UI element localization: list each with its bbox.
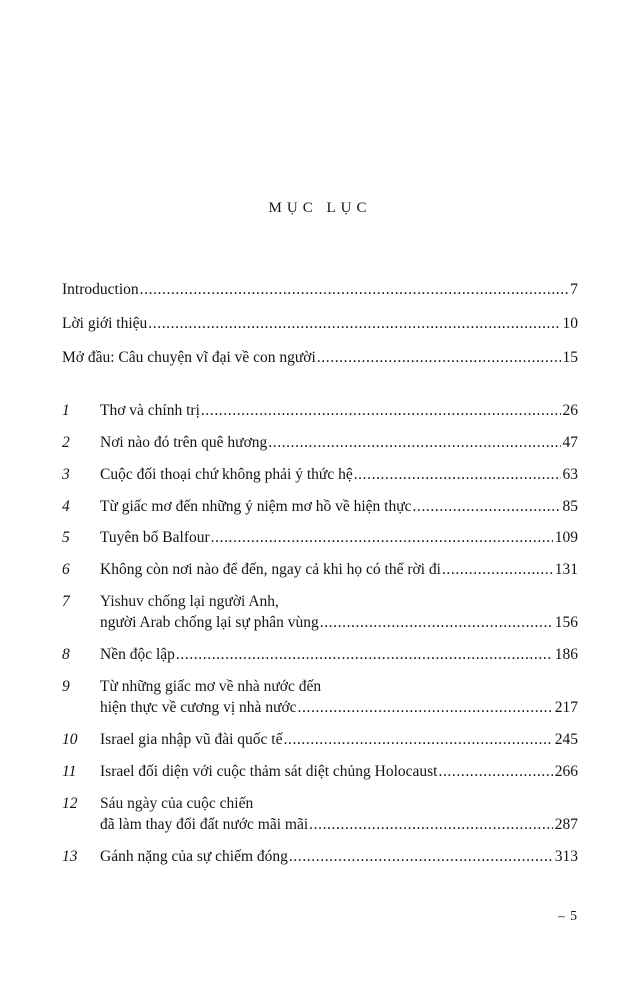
toc-entry-page: 15 xyxy=(562,348,578,366)
dot-leader xyxy=(284,730,553,751)
dot-leader xyxy=(354,465,561,486)
dot-leader xyxy=(201,401,561,422)
toc-entry-loi-gioi-thieu[interactable] xyxy=(62,314,578,335)
chapter-title: Từ những giấc mơ về nhà nước đến xyxy=(100,678,322,696)
toc-entry-label: Lời giới thiệu xyxy=(62,314,148,332)
chapter-title: Israel gia nhập vũ đài quốc tế xyxy=(100,730,283,748)
chapter-page: 26 xyxy=(562,401,578,419)
toc-chapter-4[interactable] xyxy=(62,497,578,518)
chapter-number: 12 xyxy=(62,794,78,812)
dot-leader xyxy=(298,698,553,719)
chapter-number: 5 xyxy=(62,529,70,547)
toc-entry-page: 7 xyxy=(570,281,578,298)
chapter-title: Nền độc lập xyxy=(100,646,175,664)
chapter-number: 8 xyxy=(62,646,70,664)
toc-chapter-11[interactable] xyxy=(62,762,578,783)
chapter-page: 47 xyxy=(562,433,578,451)
chapter-title: Từ giấc mơ đến những ý niệm mơ hồ về hiện thực xyxy=(100,497,412,515)
dot-leader xyxy=(268,433,560,454)
chapter-title: Sáu ngày của cuộc chiến xyxy=(100,794,254,812)
toc-entry-page: 10 xyxy=(562,314,578,332)
chapter-number: 6 xyxy=(62,561,70,579)
dot-leader xyxy=(211,528,553,549)
chapter-title: Tuyên bố Balfour xyxy=(100,529,210,547)
toc-chapter-7[interactable] xyxy=(62,592,578,634)
toc-chapter-12[interactable] xyxy=(62,794,578,836)
chapter-title: Thơ và chính trị xyxy=(100,401,200,419)
chapter-page: 109 xyxy=(554,529,578,547)
chapter-title-cont: đã làm thay đổi đất nước mãi mãi xyxy=(100,815,309,833)
dot-leader xyxy=(309,815,553,836)
dot-leader xyxy=(317,348,561,369)
chapter-number: 11 xyxy=(62,762,77,780)
dot-leader xyxy=(289,847,553,868)
front-matter-list xyxy=(62,280,578,369)
page-title: MỤC LỤC xyxy=(268,200,372,216)
chapter-page: 186 xyxy=(554,646,578,664)
chapter-title: Israel đối diện với cuộc thảm sát diệt chủng Holocaust xyxy=(100,762,438,780)
dot-leader xyxy=(442,560,553,581)
chapter-number: 3 xyxy=(62,465,70,483)
chapter-page: 156 xyxy=(554,614,578,632)
chapter-number: 10 xyxy=(62,730,78,748)
toc-chapter-5[interactable] xyxy=(62,528,578,549)
chapter-list xyxy=(62,401,578,868)
chapter-page: 85 xyxy=(562,497,578,515)
dot-leader xyxy=(320,613,553,634)
chapter-number: 1 xyxy=(62,401,70,419)
toc-chapter-13[interactable] xyxy=(62,847,578,868)
chapter-title: Nơi nào đó trên quê hương xyxy=(100,433,268,451)
page-folio: – 5 xyxy=(558,908,578,923)
chapter-title: Không còn nơi nào để đến, ngay cả khi họ có thể rời đi xyxy=(100,561,441,579)
dot-leader xyxy=(413,497,561,518)
toc-entry-introduction[interactable] xyxy=(62,280,578,301)
toc-chapter-9[interactable] xyxy=(62,677,578,719)
chapter-number: 13 xyxy=(62,847,78,865)
chapter-number: 2 xyxy=(62,433,70,451)
toc-chapter-3[interactable] xyxy=(62,465,578,486)
toc-chapter-2[interactable] xyxy=(62,433,578,454)
toc-entry-label: Introduction xyxy=(62,281,139,298)
toc-chapter-1[interactable] xyxy=(62,401,578,422)
chapter-number: 4 xyxy=(62,497,70,515)
toc-chapter-6[interactable] xyxy=(62,560,578,581)
chapter-page: 313 xyxy=(554,847,578,865)
dot-leader xyxy=(176,645,553,666)
chapter-title: Gánh nặng của sự chiếm đóng xyxy=(100,847,288,865)
chapter-title-cont: người Arab chống lại sự phân vùng xyxy=(100,614,319,632)
chapter-title: Cuộc đối thoại chứ không phải ý thức hệ xyxy=(100,465,353,483)
dot-leader xyxy=(438,762,552,783)
toc-entry-label: Mở đầu: Câu chuyện vĩ đại về con người xyxy=(62,348,316,366)
chapter-page: 217 xyxy=(554,698,578,716)
chapter-title: Yishuv chống lại người Anh, xyxy=(100,593,279,611)
dot-leader xyxy=(148,314,560,335)
chapter-page: 245 xyxy=(554,730,578,748)
chapter-number: 7 xyxy=(62,593,70,611)
chapter-page: 131 xyxy=(554,561,578,579)
chapter-title-cont: hiện thực về cương vị nhà nước xyxy=(100,698,297,716)
toc-chapter-10[interactable] xyxy=(62,730,578,751)
chapter-page: 287 xyxy=(554,815,578,833)
toc-chapter-8[interactable] xyxy=(62,645,578,666)
toc-entry-mo-dau[interactable] xyxy=(62,348,578,369)
chapter-number: 9 xyxy=(62,678,70,696)
chapter-page: 266 xyxy=(554,762,578,780)
chapter-page: 63 xyxy=(562,465,578,483)
dot-leader xyxy=(140,280,569,301)
